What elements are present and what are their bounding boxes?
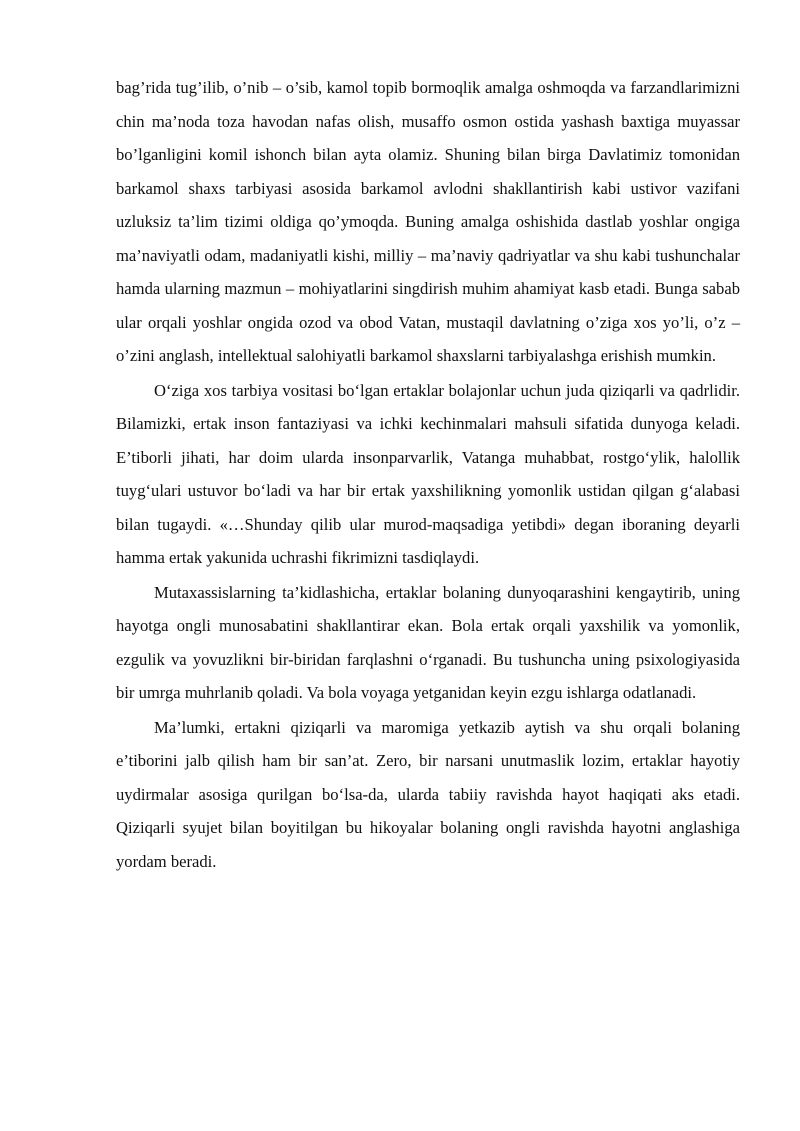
paragraph-ertaklar-tarbiya: O‘ziga xos tarbiya vositasi bo‘lgan ertaklar bolajonlar uchun juda qiziqarli va qadrlidir. Bilamizki, ertak inson fantaziyasi va ichki kechinmalari mahsuli sifatida dunyoga keladi. E’tiborli jihati, har doim ularda insonparvarlik, Vatanga muhabbat, rostgo‘ylik, halollik tuyg‘ulari ustuvor bo‘ladi va har bir ertak yaxshilikning yomonlik ustidan qilgan g‘alabasi bilan tugaydi. «…Shunday qilib ular murod-maqsadiga yetibdi» degan iboraning deyarli hamma ertak yakunida uchrashi fikrimizni tasdiqlaydi.	[116, 380, 740, 567]
paragraph-malumki: Ma’lumki, ertakni qiziqarli va maromiga yetkazib aytish va shu orqali bolaning e’tiborini jalb qilish ham bir san’at. Zero, bir narsani unutmaslik lozim, ertaklar hayotiy uydirmalar asosiga qurilgan bo‘lsa-da, ularda tabiiy ravishda hayot haqiqati aks etadi. Qiziqarli syujet bilan boyitilgan bu hikoyalar bolaning ongli ravishda hayotni anglashiga yordam beradi.	[116, 717, 740, 871]
document-page	[116, 71, 740, 878]
paragraph-mutaxassislar: Mutaxassislarning ta’kidlashicha, ertaklar bolaning dunyoqarashini kengaytirib, uning hayotga ongli munosabatini shakllantirar ekan. Bola ertak orqali yaxshilik va yomonlik, ezgulik va yovuzlikni bir-biridan farqlashni o‘rganadi. Bu tushuncha uning psixologiyasida bir umrga muhrlanib qoladi. Va bola voyaga yetganidan keyin ezgu ishlarga odatlanadi.	[116, 582, 740, 702]
paragraph-continuation: bag’rida tug’ilib, o’nib – o’sib, kamol topib bormoqlik amalga oshmoqda va farzandlarimizni chin ma’noda toza havodan nafas olish, musaffo osmon ostida yashash baxtiga muyassar bo’lganligini komil ishonch bilan ayta olamiz. Shuning bilan birga Davlatimiz tomonidan barkamol shaxs tarbiyasi asosida barkamol avlodni shakllantirish kabi ustivor vazifani uzluksiz ta’lim tizimi oldiga qo’ymoqda. Buning amalga oshishida dastlab yoshlar ongiga ma’naviyatli odam, madaniyatli kishi, milliy – ma’naviy qadriyatlar va shu kabi tushunchalar hamda ularning mazmun – mohiyatlarini singdirish muhim ahamiyat kasb etadi. Bunga sabab ular orqali yoshlar ongida ozod va obod Vatan, mustaqil davlatning o’ziga xos yo’li, o’z – o’zini anglash, intellektual salohiyatli barkamol shaxslarni tarbiyalashga erishish mumkin.	[116, 78, 740, 365]
